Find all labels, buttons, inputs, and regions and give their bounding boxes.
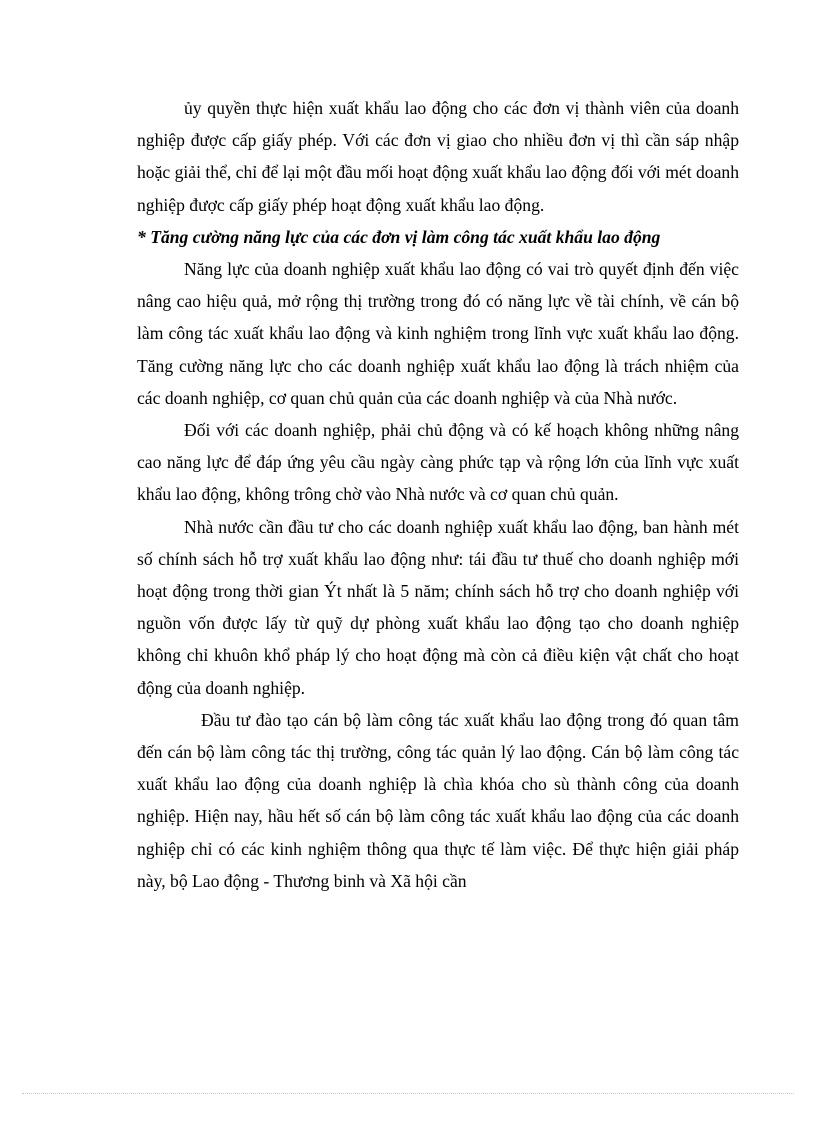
page-bottom-divider — [22, 1093, 794, 1094]
section-heading: * Tăng cường năng lực của các đơn vị làm công tác xuất khẩu lao động — [137, 226, 661, 247]
paragraph-3: Đối với các doanh nghiệp, phải chủ động và có kế hoạch không những nâng cao năng lực để đáp ứng yêu cầu ngày càng phức tạp và rộng lớn của lĩnh vực xuất khẩu lao động, không trông chờ vào Nhà nước và cơ quan chủ quản. — [137, 420, 739, 505]
document-page — [137, 92, 739, 897]
paragraph-5: Đầu tư đào tạo cán bộ làm công tác xuất khẩu lao động trong đó quan tâm đến cán bộ làm công tác thị trường, công tác quản lý lao động. Cán bộ làm công tác xuất khẩu lao động của doanh nghiệp là chìa khóa cho sù thành công của doanh nghiệp. Hiện nay, hầu hết số cán bộ làm công tác xuất khẩu lao động của các doanh nghiệp chỉ có các kinh nghiệm thông qua thực tế làm việc. Để thực hiện giải pháp này, bộ Lao động - Thương binh và Xã hội cần — [137, 709, 739, 891]
paragraph-4: Nhà nước cần đầu tư cho các doanh nghiệp xuất khẩu lao động, ban hành mét số chính sách hỗ trợ xuất khẩu lao động như: tái đầu tư thuế cho doanh nghiệp mới hoạt động trong thời gian Ýt nhất là 5 năm; chính sách hỗ trợ cho doanh nghiệp với nguồn vốn được lấy từ quỹ dự phòng xuất khẩu lao động tạo cho doanh nghiệp không chỉ khuôn khổ pháp lý cho hoạt động mà còn cả điều kiện vật chất cho hoạt động của doanh nghiệp. — [137, 516, 739, 698]
paragraph-2: Năng lực của doanh nghiệp xuất khẩu lao động có vai trò quyết định đến việc nâng cao hiệu quả, mở rộng thị trường trong đó có năng lực về tài chính, về cán bộ làm công tác xuất khẩu lao động và kinh nghiệm trong lĩnh vực xuất khẩu lao động. Tăng cường năng lực cho các doanh nghiệp xuất khẩu lao động là trách nhiệm của các doanh nghiệp, cơ quan chủ quản của các doanh nghiệp và của Nhà nước. — [137, 259, 739, 408]
paragraph-1: ủy quyền thực hiện xuất khẩu lao động cho các đơn vị thành viên của doanh nghiệp được cấp giấy phép. Với các đơn vị giao cho nhiều đơn vị thì cần sáp nhập hoặc giải thể, chỉ để lại một đầu mối hoạt động xuất khẩu lao động đối với mét doanh nghiệp được cấp giấy phép hoạt động xuất khẩu lao động. — [137, 98, 739, 215]
